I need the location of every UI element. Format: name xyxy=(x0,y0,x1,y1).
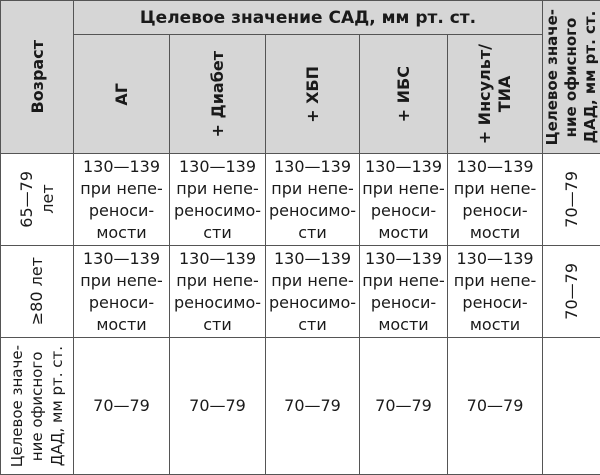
age-header: Возраст xyxy=(27,40,47,114)
column-label-ihd: + ИБС xyxy=(394,65,413,123)
table-cell xyxy=(360,338,448,475)
table-cell xyxy=(74,246,170,338)
cell-value: 70—79 xyxy=(284,396,341,415)
cell-value: 70—79 xyxy=(93,396,150,415)
table-row-80-plus xyxy=(1,246,600,338)
cell-value: 130—139 при непе- реноси- мости xyxy=(80,156,163,242)
column-header-ag xyxy=(74,35,170,154)
sbp-group-header: Целевое значение САД, мм рт. ст. xyxy=(74,1,543,35)
table-row-dbp-target xyxy=(1,338,600,475)
table-cell xyxy=(266,154,360,246)
table-cell xyxy=(74,338,170,475)
table-row-65-79 xyxy=(1,154,600,246)
dbp-cell-empty xyxy=(543,338,600,475)
header-row-2 xyxy=(1,35,600,154)
cell-value: 70—79 xyxy=(375,396,432,415)
column-header-diabetes xyxy=(170,35,266,154)
cell-value: 130—139 при непе- реноси- мости xyxy=(453,156,537,242)
column-label-ag: АГ xyxy=(112,82,131,106)
dbp-cell xyxy=(543,154,600,246)
table-cell xyxy=(266,338,360,475)
row-label: 65—79 лет xyxy=(17,171,57,228)
cell-value: 130—139 при непе- реноси- мости xyxy=(453,248,537,334)
row-label-cell xyxy=(1,246,74,338)
row-label: Целевое значе- ние офисного ДАД, мм рт. ст. xyxy=(8,344,66,468)
column-header-ihd xyxy=(360,35,448,154)
cell-value: 70—79 xyxy=(466,396,524,415)
table-cell xyxy=(266,246,360,338)
row-label-cell xyxy=(1,338,74,475)
table-cell xyxy=(448,246,543,338)
row-label-cell xyxy=(1,154,74,246)
column-header-stroke xyxy=(448,35,543,154)
cell-value: 130—139 при непе- реноси- мости xyxy=(362,156,445,242)
column-label-diabetes: + Диабет xyxy=(208,50,227,138)
table-cell xyxy=(170,154,266,246)
cell-value: 130—139 при непе- реноси- мости xyxy=(362,248,445,334)
cell-value: 130—139 при непе- реноси- мости xyxy=(80,248,163,334)
table-cell xyxy=(170,246,266,338)
table-cell xyxy=(74,154,170,246)
cell-value: 70—79 xyxy=(189,396,246,415)
header-row-1 xyxy=(1,1,600,35)
cell-value: 130—139 при непе- реносимо- сти xyxy=(268,156,357,242)
dbp-cell xyxy=(543,246,600,338)
table-cell xyxy=(360,154,448,246)
cell-value: 130—139 при непе- реносимо- сти xyxy=(173,156,262,242)
dbp-value: 70—79 xyxy=(561,263,581,320)
row-label: ≥80 лет xyxy=(27,257,46,326)
column-label-ckd: + ХБП xyxy=(303,65,322,123)
table-cell xyxy=(170,338,266,475)
table-cell xyxy=(448,154,543,246)
column-label-stroke: + Инсульт/ ТИА xyxy=(475,43,515,145)
dbp-value: 70—79 xyxy=(561,171,581,228)
table-cell xyxy=(448,338,543,475)
dbp-header: Целевое значе- ние офисного ДАД, мм рт. ст. xyxy=(543,8,600,146)
table-cell xyxy=(360,246,448,338)
column-header-ckd xyxy=(266,35,360,154)
dbp-header-cell xyxy=(543,1,600,154)
age-header-cell xyxy=(1,1,74,154)
cell-value: 130—139 при непе- реносимо- сти xyxy=(173,248,262,334)
cell-value: 130—139 при непе- реносимо- сти xyxy=(268,248,357,334)
